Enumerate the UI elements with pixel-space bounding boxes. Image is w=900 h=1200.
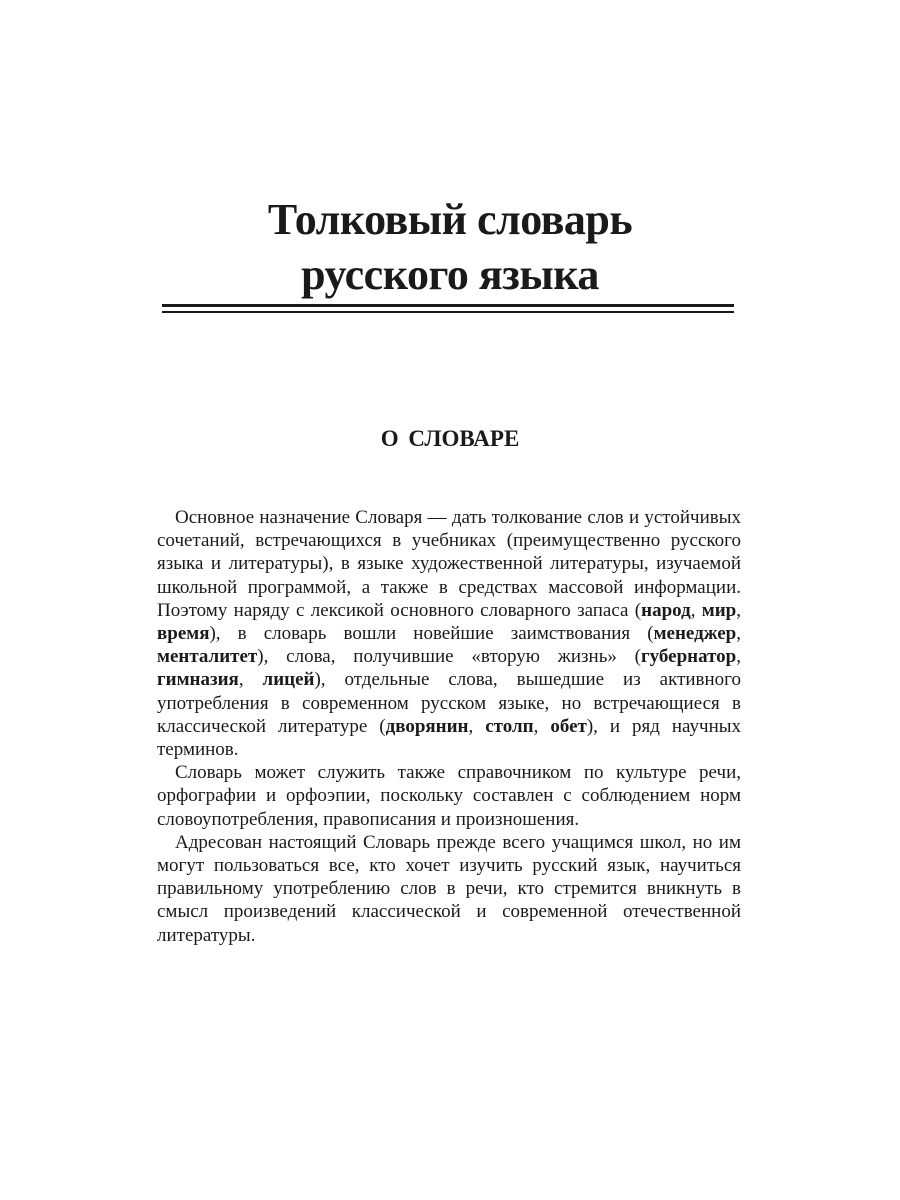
text-run: , <box>736 646 741 668</box>
title-double-rule <box>162 304 734 314</box>
text-run: , <box>238 669 263 691</box>
paragraph-1 <box>157 506 741 761</box>
text-run: ), отдельные слова, вышедшие из активного употребления в современном русском языке, но встречающиеся в классической литературе ( <box>157 669 741 737</box>
text-run: Словарь может служить также справочником по культуре речи, орфографии и орфоэпии, поскольку составлен с соблюдением норм словоупотребления, правописания и произношения. <box>157 762 741 830</box>
text-run: , <box>736 623 741 645</box>
bold-term: время <box>157 623 210 645</box>
bold-term: столп <box>485 715 534 737</box>
text-run: , <box>690 599 702 621</box>
text-run: ), в словарь вошли новейшие заимствования ( <box>209 623 654 645</box>
bold-term: обет <box>550 715 587 737</box>
bold-term: лицей <box>262 669 315 691</box>
bold-term: народ <box>641 599 691 621</box>
text-run: , <box>533 715 551 737</box>
text-run: , <box>736 599 742 621</box>
book-title-line-2: русского языка <box>301 250 599 299</box>
section-heading: О СЛОВАРЕ <box>380 426 520 451</box>
bold-term: дворянин <box>385 715 469 737</box>
bold-term: менеджер <box>653 623 737 645</box>
text-run: Основное назначение Словаря — дать толкование слов и устойчивых сочетаний, встречающихся в учебниках (преимущественно русского языка и литературы), в языке художественной литературы, изучаемой школьной программой, а также в средствах массовой информации. Поэтому наряду с лексикой основного словарного запаса ( <box>157 507 741 621</box>
text-run: ), слова, получившие «вторую жизнь» ( <box>257 646 642 668</box>
bold-term: мир <box>701 599 737 621</box>
bold-term: губернатор <box>641 646 737 668</box>
paragraph-2 <box>157 761 741 831</box>
bold-term: гимназия <box>157 669 239 691</box>
bold-term: менталитет <box>157 646 258 668</box>
text-run: Адресован настоящий Словарь прежде всего учащимся школ, но им могут пользоваться все, кто хочет изучить русский язык, научиться правильному употреблению слов в речи, кто стремится вникнуть в смысл произведений классической и современной отечественной литературы. <box>157 831 741 946</box>
paragraph-3 <box>157 831 741 947</box>
text-run: , <box>468 715 486 737</box>
title-rule-thick <box>162 304 734 307</box>
body-text <box>157 506 741 947</box>
book-title-line-1: Толковый словарь <box>267 195 633 244</box>
book-title <box>0 192 900 302</box>
text-run: ), и ряд научных терминов. <box>157 715 742 761</box>
title-rule-thin <box>162 311 734 313</box>
